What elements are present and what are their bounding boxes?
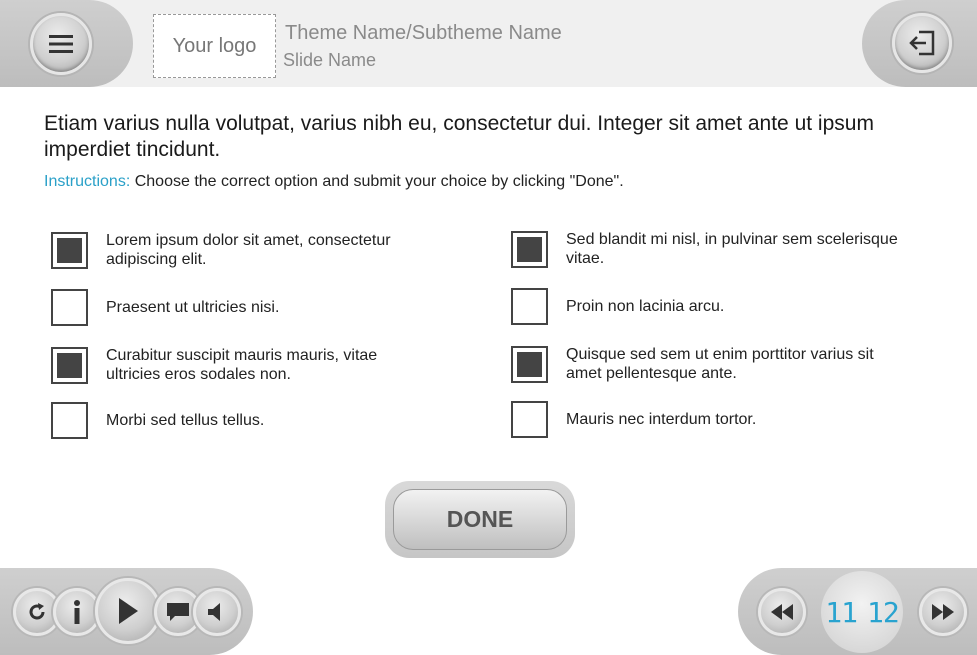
option-2[interactable] bbox=[51, 289, 421, 326]
option-checkbox[interactable] bbox=[511, 288, 548, 325]
option-checkbox[interactable] bbox=[51, 402, 88, 439]
done-button[interactable]: DONE bbox=[393, 489, 567, 550]
hamburger-menu-icon bbox=[48, 33, 74, 55]
volume-icon bbox=[205, 600, 229, 624]
volume-button[interactable] bbox=[193, 588, 241, 636]
rewind-icon bbox=[769, 602, 795, 622]
option-label: Morbi sed tellus tellus. bbox=[106, 412, 265, 429]
exit-button[interactable] bbox=[892, 13, 952, 73]
instructions-label: Instructions: bbox=[44, 173, 131, 190]
option-checkbox[interactable] bbox=[511, 231, 548, 268]
exit-icon bbox=[907, 29, 937, 57]
option-label: Sed blandit mi nisl, in pulvinar sem scelerisque vitae. bbox=[566, 231, 898, 267]
option-label: Mauris nec interdum tortor. bbox=[566, 411, 757, 428]
replay-icon bbox=[25, 600, 49, 624]
option-label: Lorem ipsum dolor sit amet, consectetur adipiscing elit. bbox=[106, 232, 391, 268]
option-5[interactable] bbox=[511, 230, 901, 268]
option-label: Quisque sed sem ut enim porttitor varius sit amet pellentesque ante. bbox=[566, 346, 874, 382]
option-6[interactable] bbox=[511, 288, 901, 325]
play-button[interactable] bbox=[95, 578, 161, 644]
instructions bbox=[44, 173, 624, 191]
option-label: Proin non lacinia arcu. bbox=[566, 298, 725, 315]
option-label: Curabitur suscipit mauris mauris, vitae ultricies eros sodales non. bbox=[106, 347, 378, 383]
option-checkbox[interactable] bbox=[511, 401, 548, 438]
theme-name: Theme Name/Subtheme Name bbox=[285, 22, 562, 44]
option-checkbox[interactable] bbox=[51, 232, 88, 269]
navigation-controls bbox=[738, 568, 977, 655]
info-button[interactable] bbox=[53, 588, 101, 636]
next-slide-button[interactable] bbox=[919, 588, 967, 636]
check-mark bbox=[517, 237, 542, 262]
captions-icon bbox=[165, 600, 191, 624]
option-checkbox[interactable] bbox=[51, 347, 88, 384]
option-checkbox[interactable] bbox=[51, 289, 88, 326]
play-icon bbox=[116, 596, 140, 626]
question-text: Etiam varius nulla volutpat, varius nibh eu, consectetur dui. Integer sit amet ante ut ipsum imperdiet tincidunt. bbox=[44, 112, 874, 161]
option-label: Praesent ut ultricies nisi. bbox=[106, 299, 280, 316]
option-7[interactable] bbox=[511, 345, 901, 383]
total-slides-number: 12 bbox=[867, 595, 899, 629]
slide-counter bbox=[821, 571, 903, 653]
check-mark bbox=[57, 238, 82, 263]
playback-controls bbox=[0, 568, 253, 655]
info-icon bbox=[71, 599, 83, 625]
option-1[interactable] bbox=[51, 231, 421, 269]
current-slide-number: 11 bbox=[825, 595, 857, 629]
instructions-text: Choose the correct option and submit your choice by clicking "Done". bbox=[134, 173, 624, 190]
option-4[interactable] bbox=[51, 402, 421, 439]
option-8[interactable] bbox=[511, 401, 901, 438]
option-3[interactable] bbox=[51, 346, 421, 384]
logo-placeholder: Your logo bbox=[153, 14, 276, 78]
option-checkbox[interactable] bbox=[511, 346, 548, 383]
menu-button[interactable] bbox=[30, 13, 92, 75]
done-button-frame bbox=[385, 481, 575, 558]
menu-pod bbox=[0, 0, 133, 87]
exit-pod bbox=[862, 0, 977, 87]
slide-name: Slide Name bbox=[283, 50, 377, 70]
check-mark bbox=[517, 352, 542, 377]
check-mark bbox=[57, 353, 82, 378]
fast-forward-icon bbox=[930, 602, 956, 622]
previous-slide-button[interactable] bbox=[758, 588, 806, 636]
